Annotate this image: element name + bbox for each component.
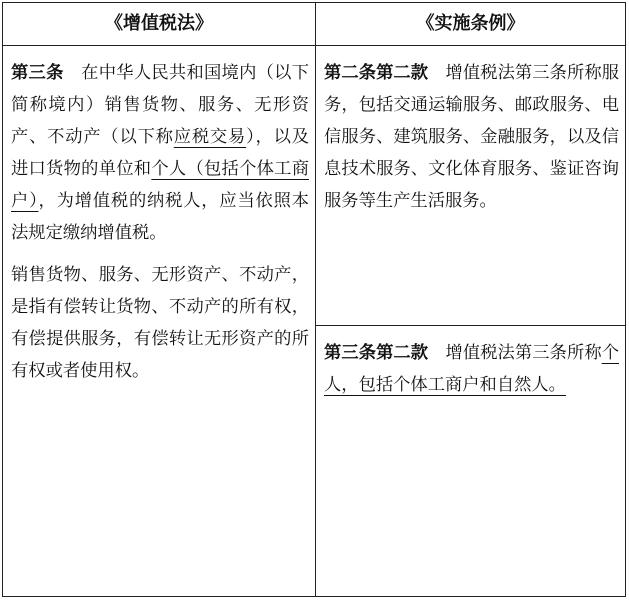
- vat-law-article-3-paragraph-2: 销售货物、服务、无形资产、不动产，是指有偿转让货物、不动产的所有权，有偿提供服务，有偿转让无形资产的所有权或者使用权。: [11, 265, 309, 381]
- regulation-article-2-cell: [316, 46, 625, 326]
- underlined-term-taxable-transaction: 应税交易: [173, 127, 247, 147]
- underlined-term-individual-definition: 个人，包括个体工商户和自然人。: [324, 343, 619, 395]
- article-text: 在中华人民共和国境内（以下简称境内）销售货物、服务、无形资产、不动产（以下称: [11, 63, 309, 147]
- article-text: ，为增值税的纳税人，应当依照本法规定缴纳增值税。: [11, 191, 309, 243]
- article-label: 第三条: [11, 63, 64, 83]
- article-label: 第三条第二款: [324, 343, 429, 363]
- vat-law-article-3-paragraph-1: [3, 46, 315, 249]
- underlined-term-individual: 个人（包括个体工商户）: [11, 159, 309, 211]
- article-text: 增值税法第三条所称服务，包括交通运输服务、邮政服务、电信服务、建筑服务、金融服务，以及信息技术服务、文化体育服务、鉴证咨询服务等生产生活服务。: [324, 63, 619, 211]
- header-implementing-regulations: 《实施条例》: [416, 13, 525, 34]
- article-label: 第二条第二款: [324, 63, 429, 83]
- table-header-row: [3, 3, 625, 46]
- regulation-article-3-paragraph: [316, 326, 625, 401]
- regulation-article-3-cell: [316, 326, 625, 596]
- article-text: 增值税法第三条所称: [445, 343, 602, 363]
- header-vat-law: 《增值税法》: [105, 13, 213, 34]
- article-text: ），以及进口货物的单位和: [11, 127, 309, 179]
- regulation-article-2-paragraph: [316, 46, 625, 217]
- comparison-table: [2, 2, 626, 597]
- vat-law-cell: [3, 46, 315, 596]
